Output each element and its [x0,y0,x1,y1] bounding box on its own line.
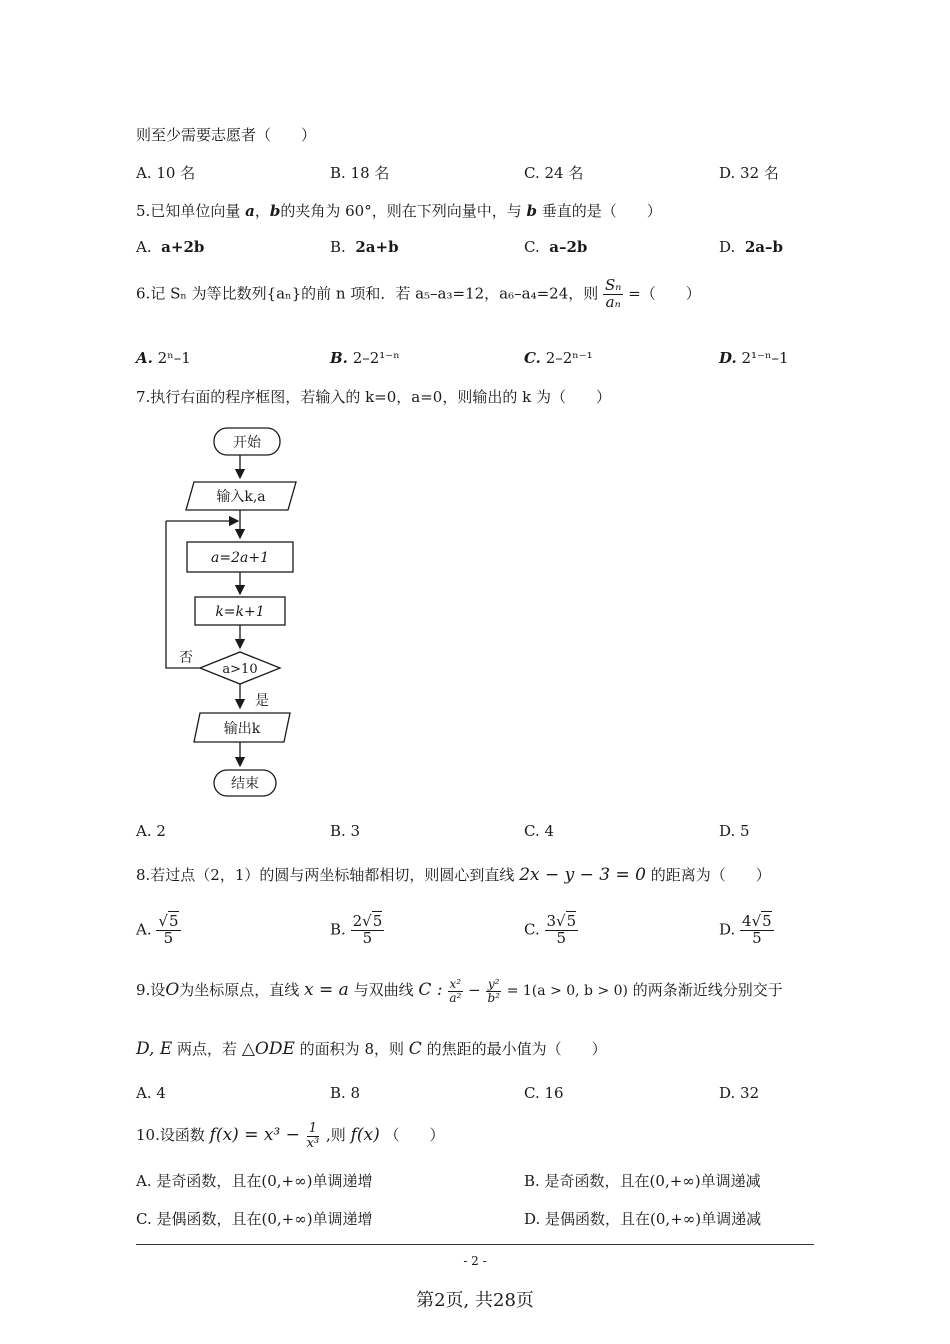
flowchart-step2-label: k=k+1 [215,604,265,620]
option-value: a–2b [549,238,588,256]
option-value: 2–2¹⁻ⁿ [352,349,400,367]
q9-fraction-x [447,978,463,1004]
q6-option-b [330,349,400,367]
q6-number: 6. [136,284,151,303]
option-fraction [351,914,385,947]
option-value: 2a+b [355,238,399,256]
q7-option-a: A. 2 [136,822,166,840]
option-label: B. [330,349,348,367]
flowchart-step1-label: a=2a+1 [211,550,269,566]
q9-text-2: 为坐标原点，直线 [179,981,300,1000]
fraction-numerator: x² [449,977,462,991]
radicand: 5 [372,912,383,930]
fraction-denominator: a² [449,990,462,1005]
radicand: 5 [762,912,772,930]
fraction-denominator: 5 [556,928,567,947]
fraction-denominator: 5 [362,928,373,947]
q10-option-c: C. 是偶函数，且在(0,+∞)单调递增 [136,1210,373,1228]
fraction-denominator: 5 [752,928,762,947]
q10-text-1: 10.设函数 [136,1126,205,1145]
option-label: D. [719,920,736,939]
q9-stem-line-1 [136,978,783,1004]
q5-number: 5. [136,202,151,220]
q7-option-d: D. 5 [719,822,750,840]
q9-text-4: 的两条渐近线分别交于 [632,981,783,1000]
q6-fraction-numerator: Sₙ [605,276,622,294]
q4-option-b: B. 18 名 [330,164,390,182]
q6-text: 记 Sₙ 为等比数列{aₙ}的前 n 项和．若 a₅–a₃=12，a₆–a₄=24，则 [150,284,599,303]
fraction-denominator: 5 [163,928,174,947]
option-value: 2ⁿ–1 [157,349,191,367]
fraction-numerator: 4√5 [742,912,772,930]
flowchart-input-label: 输入k,a [216,489,266,505]
q9-text-3: 与双曲线 [353,981,414,1000]
q10-function-2: f(x) [350,1125,380,1146]
q6-option-d [719,349,789,367]
q10-text-3: （ ） [384,1126,445,1145]
q8-option-b [330,914,384,947]
fraction-denominator: b² [487,990,500,1005]
q4-stem-tail: 则至少需要志愿者（ ） [136,126,317,144]
q7-stem: 7.执行右面的程序框图，若输入的 k=0，a=0，则输出的 k 为（ ） [136,388,611,406]
fraction-numerator: 2√5 [352,912,383,930]
q9-line-equation: x = a [304,980,349,1001]
option-value: 2–2ⁿ⁻¹ [545,349,593,367]
option-fraction [545,914,579,947]
option-label: C. [524,349,541,367]
q9-fraction-y [485,978,502,1004]
option-label: C. [524,238,540,256]
q9-curve-name: C : [418,980,443,1001]
q9-option-d: D. 32 [719,1084,760,1102]
q6-option-c [524,349,593,367]
q9-option-c: C. 16 [524,1084,564,1102]
q7-option-c: C. 4 [524,822,555,840]
q10-text-2: ,则 [326,1126,346,1145]
q9-option-a: A. 4 [136,1084,166,1102]
q9-origin: O [165,980,180,1001]
q10-fraction [305,1122,322,1150]
option-fraction [740,914,774,947]
option-label: A. [136,920,152,939]
q8-formula: 2x − y − 3 = 0 [519,865,646,885]
q10-stem [136,1122,445,1150]
q9-minus: − [468,981,481,1000]
q9-option-b: B. 8 [330,1084,361,1102]
q9-text-7: 的焦距的最小值为（ ） [426,1040,607,1058]
flowchart-end-label: 结束 [231,776,259,792]
q5-vector-b-2: b [526,202,537,220]
q8-tail: 的距离为（ ） [650,866,771,884]
fraction-numerator: 3√5 [546,912,577,930]
q5-vector-a: a [245,202,255,220]
q9-text-5: 两点，若 [177,1040,238,1058]
q4-option-c: C. 24 名 [524,164,584,182]
q8-stem [136,864,771,885]
option-label: A. [136,238,152,256]
q5-option-b [330,238,399,256]
option-value: a+2b [161,238,205,256]
q5-option-c [524,238,587,256]
flowchart-output-label: 输出k [223,721,261,737]
option-label: C. [524,920,540,939]
fraction-coefficient: 3 [546,912,557,930]
page-marker: - 2 - [463,1254,487,1268]
q9-triangle: △ODE [241,1039,295,1059]
q9-condition: = 1(a > 0, b > 0) [506,983,629,1000]
option-label: D. [719,238,736,256]
q8-text: 8.若过点（2，1）的圆与两坐标轴都相切，则圆心到直线 [136,866,515,884]
q5-vector-b: b [269,202,281,220]
q5-text-1: 已知单位向量 [150,202,241,220]
q8-option-d [719,914,774,947]
q9-stem-line-2 [136,1038,607,1059]
q6-tail: =（ ） [628,284,701,303]
q9-points: D, E [136,1039,173,1059]
q5-option-d [719,238,783,256]
fraction-coefficient: 4 [742,912,752,930]
option-label: B. [330,920,346,939]
q8-option-c [524,914,578,947]
q5-text-2: 的夹角为 60°，则在下列向量中，与 [280,202,522,220]
q5-separator: ， [254,202,270,220]
fraction-numerator: √5 [158,912,179,930]
flowchart-decision-label: a>10 [222,662,258,677]
q6-fraction [603,278,623,311]
option-label: D. [719,349,737,367]
q5-option-a [136,238,204,256]
fraction-numerator: y² [487,977,500,991]
option-label: B. [330,238,346,256]
q9-text-1: 9.设 [136,981,166,1000]
fraction-numerator: 1 [308,1121,318,1136]
option-value: 2a–b [744,238,783,256]
footer-divider [136,1244,814,1245]
q10-option-b: B. 是奇函数，且在(0,+∞)单调递减 [524,1172,761,1190]
q9-curve-name-2: C [408,1039,422,1059]
q8-option-a [136,914,181,947]
flowchart-no-branch [166,521,200,668]
q5-text-3: 垂直的是（ ） [541,202,662,220]
q10-function: f(x) = x³ − [209,1125,300,1146]
q6-option-a [136,349,191,367]
q5-stem [136,200,662,221]
radicand: 5 [566,912,577,930]
flowchart-yes-label: 是 [255,693,269,709]
flowchart [150,420,310,805]
q6-stem [136,278,701,311]
q4-option-d: D. 32 名 [719,164,779,182]
flowchart-start-label: 开始 [233,435,261,451]
q10-option-d: D. 是偶函数，且在(0,+∞)单调递减 [524,1210,762,1228]
q9-text-6: 的面积为 8，则 [299,1040,404,1058]
option-value: 2¹⁻ⁿ–1 [741,349,789,367]
radicand: 5 [168,912,179,930]
q10-option-a: A. 是奇函数，且在(0,+∞)单调递增 [136,1172,373,1190]
option-label: A. [136,349,153,367]
q7-option-b: B. 3 [330,822,361,840]
page-footer: 第2页, 共28页 [416,1290,534,1311]
q6-fraction-denominator: aₙ [605,292,621,311]
fraction-coefficient: 2 [352,912,363,930]
option-fraction [156,914,180,947]
flowchart-no-label: 否 [179,650,193,666]
q4-option-a: A. 10 名 [136,164,196,182]
fraction-denominator: x³ [306,1135,320,1151]
